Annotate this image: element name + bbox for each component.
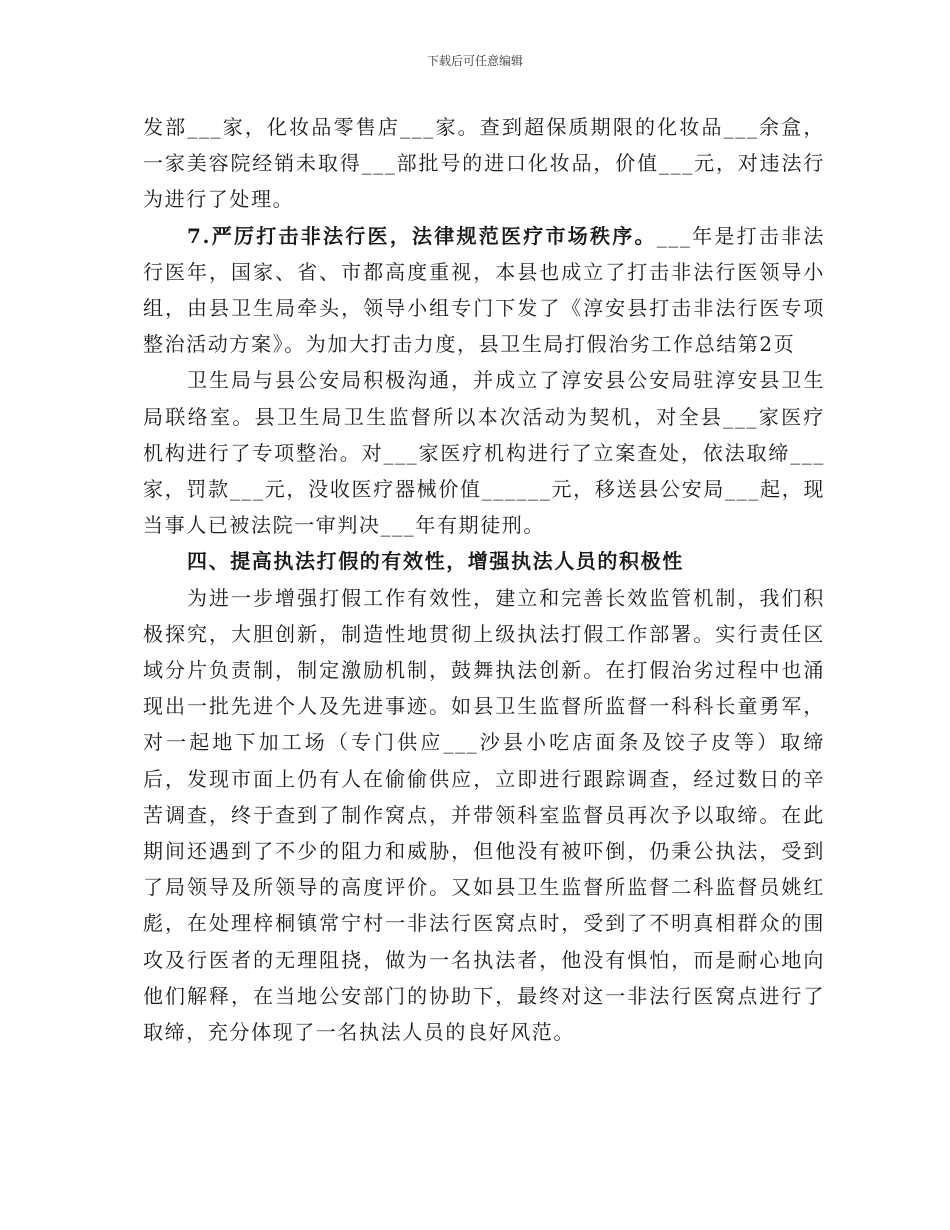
paragraph-2-body: ___年是打击非法行医年，国家、省、市都高度重视，本县也成立了打击非法行医领导小组，由县卫生局牵头，领导小组专门下发了《淳安县打击非法行医专项整治活动方案》。为加大打击力度，县卫生局打假治劣工作总结第2页 (143, 223, 825, 357)
paragraph-2 (143, 218, 825, 363)
paragraph-2-heading: 7.严厉打击非法行医，法律规范医疗市场秩序。 (187, 223, 657, 248)
paragraph-1: 发部___家，化妆品零售店___家。查到超保质期限的化妆品___余盒，一家美容院经销未取得___部批号的进口化妆品，价值___元，对违法行为进行了处理。 (143, 115, 825, 212)
page-header: 下载后可任意编辑 (426, 54, 523, 68)
section-heading-4: 四、提高执法打假的有效性，增强执法人员的积极性 (187, 549, 684, 574)
paragraph-4: 为进一步增强打假工作有效性，建立和完善长效监管机制，我们积极探究，大胆创新，制造性地贯彻上级执法打假工作部署。实行责任区域分片负责制，制定激励机制，鼓舞执法创新。在打假治劣过程中也涌现出一批先进个人及先进事迹。如县卫生监督所监督一科科长童勇军，对一起地下加工场（专门供应___沙县小吃店面条及饺子皮等）取缔后，发现市面上仍有人在偷偷供应，立即进行跟踪调查，经过数日的辛苦调查，终于查到了制作窝点，并带领科室监督员再次予以取缔。在此期间还遇到了不少的阻力和威胁，但他没有被吓倒，仍秉公执法，受到了局领导及所领导的高度评价。又如县卫生监督所监督二科监督员姚红彪，在处理梓桐镇常宁村一非法行医窝点时，受到了不明真相群众的围攻及行医者的无理阻挠，做为一名执法者，他没有惧怕，而是耐心地向他们解释，在当地公安部门的协助下，最终对这一非法行医窝点进行了取缔，充分体现了一名执法人员的良好风范。 (143, 585, 825, 1045)
paragraph-3: 卫生局与县公安局积极沟通，并成立了淳安县公安局驻淳安县卫生局联络室。县卫生局卫生监督所以本次活动为契机，对全县___家医疗机构进行了专项整治。对___家医疗机构进行了立案查处，依法取缔___家，罚款___元，没收医疗器械价值______元，移送县公安局___起，现当事人已被法院一审判决___年有期徒刑。 (143, 368, 825, 538)
document-body (143, 109, 825, 1050)
